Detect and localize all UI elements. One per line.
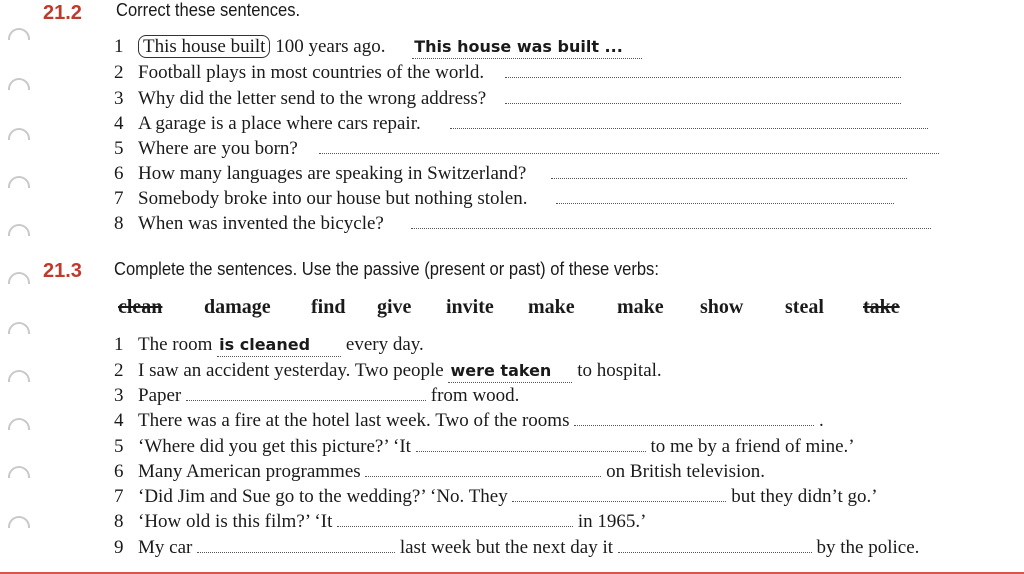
verb-word: damage [204,296,271,318]
verb-word-used: clean [118,296,163,318]
answer-blank[interactable] [505,63,901,78]
verb-word: make [617,296,664,318]
verb-word: give [377,296,412,318]
sentence-line: 4 A garage is a place where cars repair. [114,113,928,135]
exercise-number: 21.2 [43,2,82,24]
answer-blank[interactable] [574,411,814,426]
sentence-line: 2 Football plays in most countries of the world. [114,62,901,84]
margin-decoration [0,0,40,574]
sentence-line: 5 ‘Where did you get this picture?’ ‘It to me by a friend of mine.’ [114,436,855,457]
answer-blank[interactable] [512,487,726,502]
answer-blank[interactable] [186,386,426,401]
verb-word: show [700,296,744,318]
answer-blank[interactable] [505,89,901,104]
answer-blank[interactable] [551,164,907,179]
verb-word: invite [446,296,494,318]
sentence-line: 2 I saw an accident yesterday. Two people were taken to hospital. [114,360,662,381]
answer-blank[interactable]: This house was built ... [412,36,642,59]
arc-icon [8,370,30,382]
answer-blank[interactable]: is cleaned [217,334,341,357]
circled-phrase: This house built [138,35,270,58]
arc-icon [8,224,30,236]
answer-blank[interactable] [450,114,928,129]
answer-blank[interactable] [365,462,601,477]
verb-word: make [528,296,575,318]
answer-blank[interactable] [416,437,646,452]
verb-word: steal [785,296,824,318]
exercise-instruction: Complete the sentences. Use the passive (present or past) of these verbs: [114,259,659,279]
answer-blank[interactable] [319,139,939,154]
answer-blank[interactable] [411,214,931,229]
verb-word-used: take [863,296,900,318]
sentence-line: 8 ‘How old is this film?’ ‘It in 1965.’ [114,511,647,532]
answer-blank[interactable] [618,538,812,553]
arc-icon [8,28,30,40]
sentence-line: 3 Why did the letter send to the wrong address? [114,88,901,110]
arc-icon [8,322,30,334]
answer-blank[interactable] [337,512,573,527]
answer-blank[interactable] [197,538,395,553]
sentence-line: 8 When was invented the bicycle? [114,213,931,235]
arc-icon [8,128,30,140]
sentence-line: 9 My car last week but the next day it by the police. [114,537,920,558]
arc-icon [8,272,30,284]
sentence-line: 7 ‘Did Jim and Sue go to the wedding?’ ‘No. They but they didn’t go.’ [114,486,878,507]
sentence-line: 6 Many American programmes on British television. [114,461,766,482]
exercise-number: 21.3 [43,260,82,282]
answer-blank[interactable]: were taken [448,360,572,383]
arc-icon [8,466,30,478]
arc-icon [8,176,30,188]
answer-blank[interactable] [556,189,894,204]
sentence-line: 3 Paper from wood. [114,385,520,406]
sentence-line: 5 Where are you born? [114,138,939,160]
arc-icon [8,418,30,430]
sentence-line: 6 How many languages are speaking in Switzerland? [114,163,907,185]
arc-icon [8,78,30,90]
sentence-line: 1 This house built 100 years ago. This house was built ... [114,36,642,59]
sentence-line: 1 The room is cleaned every day. [114,334,424,355]
verb-word: find [311,296,346,318]
sentence-line: 7 Somebody broke into our house but nothing stolen. [114,188,894,210]
exercise-instruction: Correct these sentences. [116,0,301,20]
sentence-line: 4 There was a fire at the hotel last week. Two of the rooms . [114,410,824,431]
arc-icon [8,516,30,528]
